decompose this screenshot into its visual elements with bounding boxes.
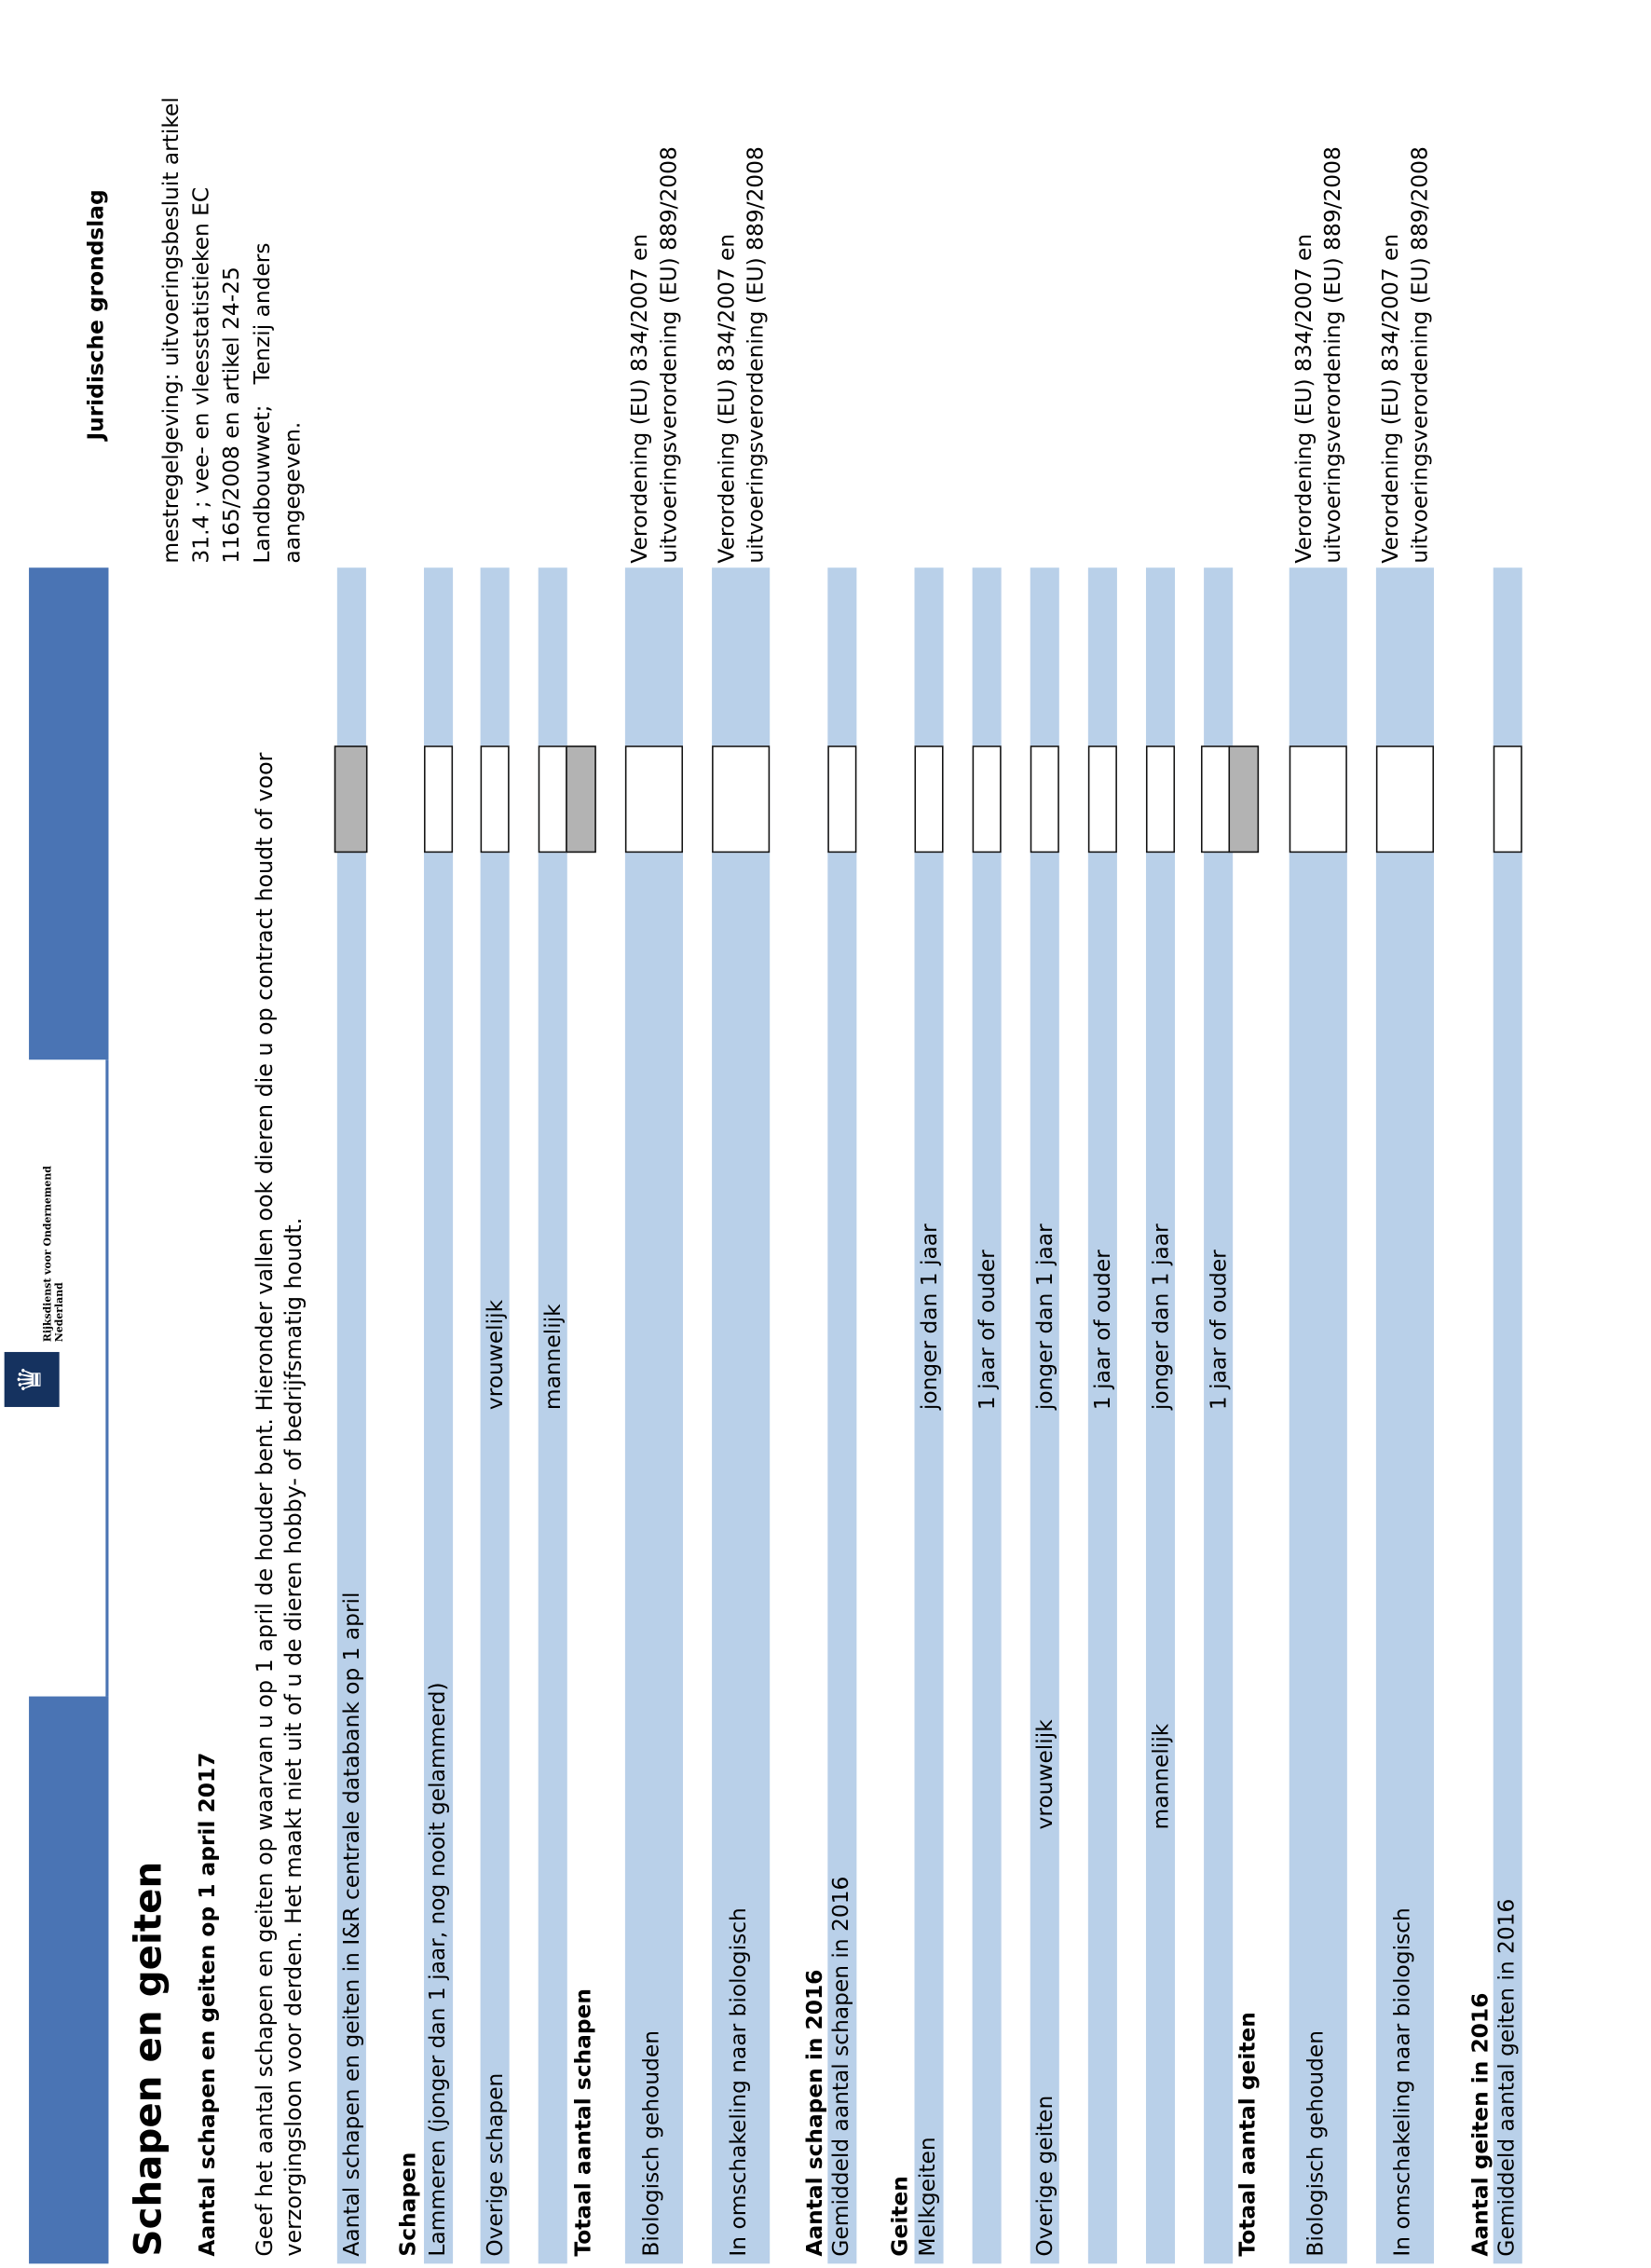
row-sublabel: vrouwelijk — [482, 1299, 509, 1411]
geiten-bio-input[interactable] — [1289, 745, 1347, 853]
legal-line: Verordening (EU) 834/2007 en — [1377, 233, 1404, 564]
lammeren-input[interactable] — [424, 745, 453, 853]
row-label: Lammeren (jonger dan 1 jaar, nog nooit gelammerd) — [424, 1682, 450, 2257]
header-divider — [105, 1059, 108, 1696]
legal-line: 1165/2008 en artikel 24-25 — [218, 266, 245, 564]
row-sublabel: 1 jaar of ouder — [1089, 1250, 1116, 1411]
coat-of-arms-logo-icon: ♛ — [5, 1352, 60, 1407]
row-label: Biologisch gehouden — [637, 2029, 664, 2257]
overige-geiten-man-jong-input[interactable] — [1146, 745, 1175, 853]
org-line-2: Nederland — [51, 1282, 65, 1343]
row-sublabel: jonger dan 1 jaar — [916, 1223, 943, 1411]
row-label: Biologisch gehouden — [1302, 2029, 1329, 2257]
row-sublabel: 1 jaar of ouder — [1205, 1250, 1232, 1411]
legal-line: uitvoeringsverordening (EU) 889/2008 — [655, 146, 682, 564]
row-label: Aantal schapen en geiten in I&R centrale databank op 1 april — [338, 1592, 365, 2257]
intro-text — [251, 753, 308, 2257]
row-sublabel: mannelijk — [539, 1304, 566, 1411]
org-name — [42, 1166, 65, 1342]
row-label: In omschakeling naar biologisch — [725, 1907, 752, 2257]
org-line-1: Rijksdienst voor Ondernemend — [40, 1166, 54, 1343]
overige-schapen-mannelijk-input[interactable] — [539, 745, 567, 853]
legal-eu — [625, 146, 683, 563]
row-sublabel: jonger dan 1 jaar — [1147, 1223, 1174, 1411]
section-heading: Schapen — [394, 2152, 421, 2257]
overige-geiten-man-oud-input[interactable] — [1201, 745, 1230, 853]
total-label: Totaal aantal schapen — [569, 1988, 596, 2257]
overige-schapen-vrouwelijk-input[interactable] — [481, 745, 510, 853]
section-heading: Aantal schapen in 2016 — [801, 1969, 828, 2257]
legal-line: Verordening (EU) 834/2007 en — [626, 233, 653, 564]
ir-count-field — [334, 745, 368, 853]
melkgeiten-oud-input[interactable] — [973, 745, 1002, 853]
header-bar-left — [29, 1697, 108, 2264]
legal-eu — [1376, 146, 1434, 563]
legal-line: Landbouwwet; Tenzij anders — [249, 242, 276, 564]
overige-geiten-vrouw-oud-input[interactable] — [1088, 745, 1117, 853]
schapen-bio-input[interactable] — [625, 745, 683, 853]
row-sublabel: 1 jaar of ouder — [974, 1250, 1001, 1411]
geiten-omschakeling-input[interactable] — [1376, 745, 1434, 853]
row-sublabel: jonger dan 1 jaar — [1031, 1223, 1058, 1411]
legal-line: aangegeven. — [279, 421, 306, 564]
legal-line: Verordening (EU) 834/2007 en — [1290, 233, 1317, 564]
page-title: Schapen en geiten — [127, 1861, 171, 2257]
legal-eu — [1289, 146, 1347, 563]
legal-text — [157, 97, 308, 563]
row-label: Overige geiten — [1031, 2095, 1058, 2257]
row-label: Gemiddeld aantal schapen in 2016 — [827, 1876, 854, 2257]
legal-line: uitvoeringsverordening (EU) 889/2008 — [742, 146, 769, 564]
intro-line: verzorgingsloon voor derden. Het maakt niet uit of u de dieren hobby- of bedrijfsmatig houdt. — [280, 1217, 307, 2257]
melkgeiten-jong-input[interactable] — [914, 745, 943, 853]
gemiddeld-geiten-input[interactable] — [1494, 745, 1522, 853]
row-label: Overige schapen — [482, 2072, 509, 2257]
legal-heading: Juridische grondslag — [82, 189, 109, 441]
totaal-geiten-field — [1228, 745, 1259, 853]
legal-eu — [712, 146, 770, 563]
schapen-omschakeling-input[interactable] — [712, 745, 770, 853]
total-label: Totaal aantal geiten — [1234, 2012, 1261, 2257]
legal-line: uitvoeringsverordening (EU) 889/2008 — [1319, 146, 1346, 564]
row-sublabel: mannelijk — [1147, 1723, 1174, 1830]
gemiddeld-schapen-input[interactable] — [827, 745, 856, 853]
legal-line: uitvoeringsverordening (EU) 889/2008 — [1406, 146, 1433, 564]
legal-line: 31.4 ; vee- en vleesstatistieken EC — [187, 186, 214, 564]
totaal-schapen-field — [566, 745, 596, 853]
row-label: Melkgeiten — [914, 2137, 941, 2257]
section-heading: Aantal geiten in 2016 — [1467, 1992, 1494, 2257]
legal-line: mestregelgeving: uitvoeringsbesluit artikel — [157, 97, 184, 564]
header-bar-right — [29, 567, 108, 1059]
overige-geiten-vrouw-jong-input[interactable] — [1030, 745, 1059, 853]
row-sublabel: vrouwelijk — [1031, 1719, 1058, 1830]
legal-line: Verordening (EU) 834/2007 en — [713, 233, 740, 564]
row-label: In omschakeling naar biologisch — [1388, 1907, 1415, 2257]
section-subtitle: Aantal schapen en geiten op 1 april 2017 — [194, 1752, 221, 2257]
row-label: Gemiddeld aantal geiten in 2016 — [1493, 1898, 1520, 2257]
section-heading: Geiten — [886, 2176, 913, 2257]
intro-line: Geef het aantal schapen en geiten op waarvan u op 1 april de houder bent. Hieronder vallen ook dieren die u op contract houdt of voor — [252, 752, 279, 2257]
